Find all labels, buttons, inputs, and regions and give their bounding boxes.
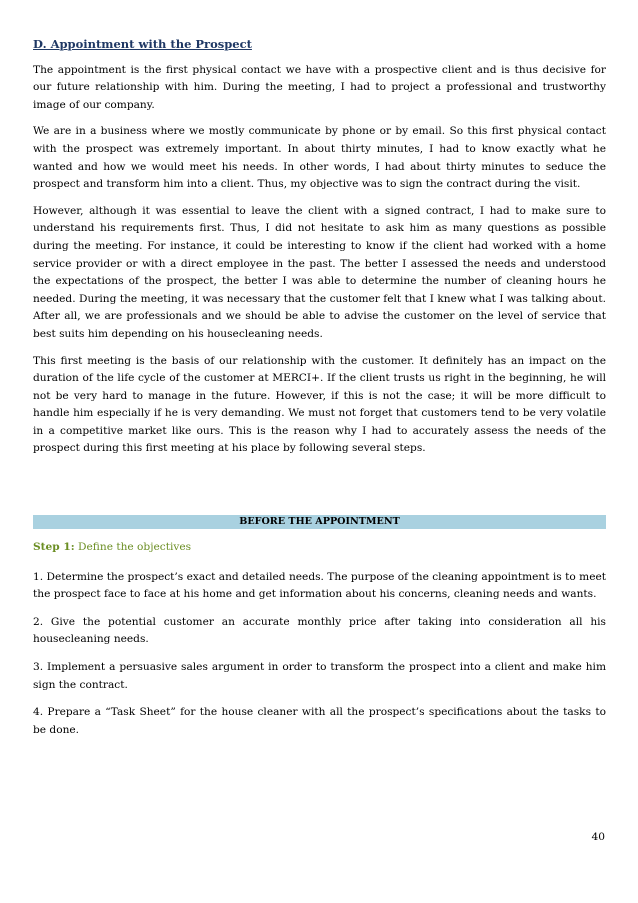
paragraph-3: However, although it was essential to leave the client with a signed contract, I had to make sure to understand his requirements first. Thus, I did not hesitate to ask him as many questions as possible during the meeting. For instance, it could be interesting to know if the client had worked with a home service provider or with a direct employee in the past. The better I assessed the needs and understood the expectations of the prospect, the better I was able to determine the number of cleaning hours he needed. During the meeting, it was necessary that the customer felt that I knew what I was talking about. After all, we are professionals and we should be able to advise the customer on the level of service that best suits him depending on his housecleaning needs. [33,204,606,340]
list-item: 3. Implement a persuasive sales argument in order to transform the prospect into a client and make him sign the contract. [33,661,606,691]
list-item: 4. Prepare a “Task Sheet” for the house cleaner with all the prospect’s specifications about the tasks to be done. [33,706,606,736]
list-item: 1. Determine the prospect’s exact and detailed needs. The purpose of the cleaning appointment is to meet the prospect face to face at his home and get information about his concerns, cleaning needs and wants. [33,570,606,601]
paragraph-2: We are in a business where we mostly communicate by phone or by email. So this first physical contact with the prospect was extremely important. In about thirty minutes, I had to know exactly what he wanted and how we would meet his needs. In other words, I had about thirty minutes to seduce the prospect and transform him into a client. Thus, my objective was to sign the contract during the visit. [33,125,606,191]
step-title: Define the objectives [78,541,192,554]
objectives-list [33,569,606,740]
step-heading [33,539,606,557]
paragraph-1: The appointment is the first physical contact we have with a prospective client and is thus decisive for our future relationship with him. During the meeting, I had to project a professional and trustworthy image of our company. [33,63,606,111]
list-item: 2. Give the potential customer an accurate monthly price after taking into consideration all his housecleaning needs. [33,615,606,646]
section-title: D. Appointment with the Prospect [33,37,252,51]
paragraph-4: This first meeting is the basis of our relationship with the customer. It definitely has an impact on the duration of the life cycle of the customer at MERCI+. If the client trusts us right in the beginning, he will not be very hard to manage in the future. However, if this is not the case; it will be more difficult to handle him especially if he is very demanding. We must not forget that customers tend to be very volatile in a competitive market like ours. This is the reason why I had to accurately assess the needs of the prospect during this first meeting at his place by following several steps. [33,354,606,455]
page-number: 40 [591,831,605,843]
step-label: Step 1: [33,541,75,554]
page-content [33,36,606,749]
section-banner: BEFORE THE APPOINTMENT [33,515,606,529]
